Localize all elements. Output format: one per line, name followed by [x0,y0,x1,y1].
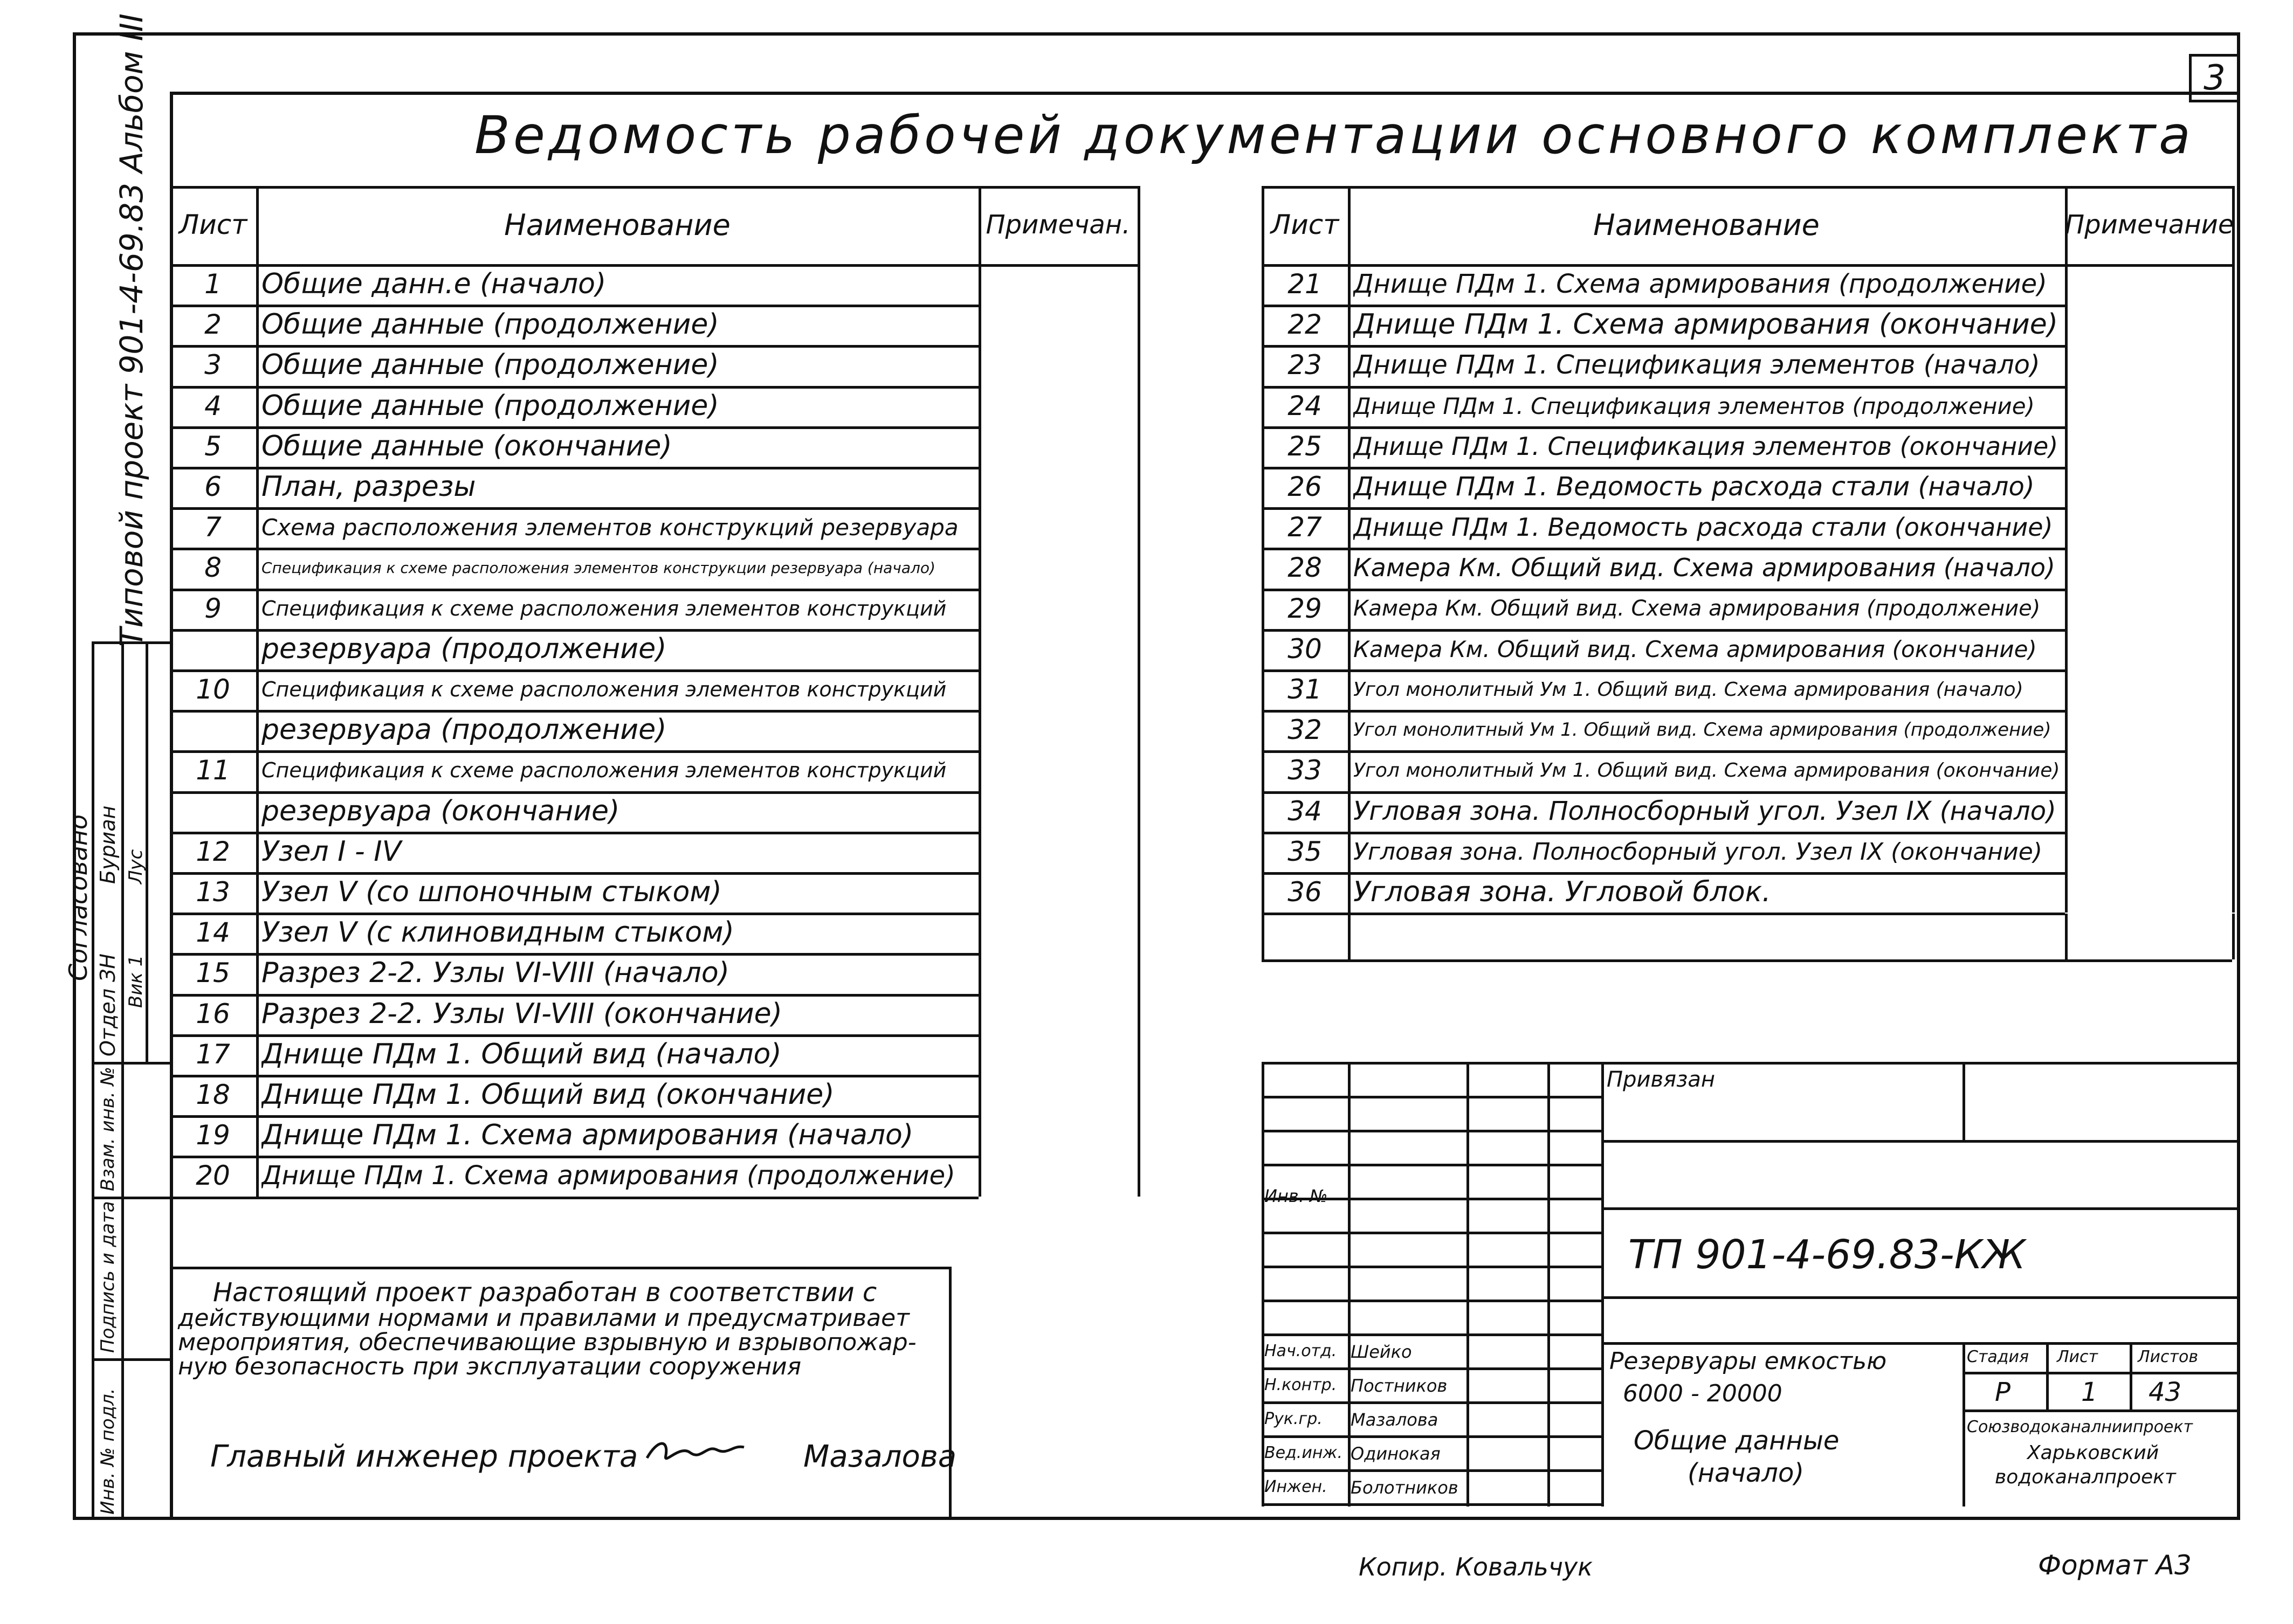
stamp-sheet-title-1: Общие данные [1634,1426,1840,1456]
table-row-number: 25 [1287,430,1322,462]
side-strip-line [92,641,94,1520]
chief-engineer-label: Главный инженер проекта [210,1439,638,1474]
stamp-grid-line [1262,1300,1601,1302]
table-row-number: 8 [204,552,222,584]
table-row-number: 36 [1287,876,1322,908]
side-col-3: Вик 1 [125,955,147,1008]
stamp-grid-line [1262,1469,1601,1472]
right_table-col-line [2232,186,2235,913]
right-table-col-ext [2065,914,2068,959]
left_table-header-name: Наименование [504,208,731,242]
table-row-name: Спецификация к схеме расположения элементов конструкций [261,758,947,783]
right_table-header-name: Наименование [1593,208,1820,242]
stamp-privyazan: Привязан [1607,1067,1716,1092]
stamp-grid-col [1547,1062,1550,1506]
table-row-name: резервуара (продолжение) [261,714,667,747]
chief-engineer-signature [642,1428,749,1471]
table-row-number: 21 [1287,268,1322,300]
table-row-name: Днище ПДм 1. Схема армирования (продолжение) [261,1160,955,1191]
note-line-1: Настоящий проект разработан в соответствии с [213,1277,877,1308]
stamp-grid-line [1262,1503,1601,1506]
table-row-number: 7 [204,512,222,543]
stamp-sheet: 1 [2081,1377,2098,1407]
table-row-name: Камера Км. Общий вид. Схема армирования (начало) [1353,553,2055,583]
stamp-role: Вед.инж. [1264,1443,1342,1462]
table-row-name: Общие данные (продолжение) [261,349,719,382]
table-row-name: Угловая зона. Полносборный угол. Узел IX (окончание) [1353,838,2042,866]
stamp-object-1: Резервуары емкостью [1609,1347,1887,1375]
stamp-role: Инжен. [1264,1477,1327,1496]
stamp-line [1601,1296,2240,1299]
table-row-name: Узел I - IV [261,835,402,868]
table-row-name: Спецификация к схеме расположения элементов конструкций [261,678,947,701]
left_table-header-note: Примечан. [986,210,1131,240]
table-row-number: 26 [1287,471,1322,502]
table-row-number: 29 [1287,592,1322,624]
table-row-name: Угол монолитный Ум 1. Общий вид. Схема армирования (начало) [1353,679,2023,701]
table-row-name: резервуара (продолжение) [261,632,667,665]
side-stamp-inv: Инв. № подл. [97,1388,119,1515]
table-row-name: Днище ПДм 1. Ведомость расхода стали (начало) [1353,472,2035,502]
stamp-org-3: водоканалпроект [1995,1466,2176,1488]
footer-format: Формат А3 [2038,1550,2192,1581]
table-row-number: 32 [1287,714,1322,746]
stamp-sheets: 43 [2149,1377,2182,1407]
stamp-person-name: Мазалова [1351,1409,1438,1430]
table-row-name: резервуара (окончание) [261,794,620,827]
right_table-col-line [1348,186,1351,913]
left_table-header-sheet: Лист [178,209,247,240]
stamp-line [1601,1207,2240,1210]
stamp-grid-line [1262,1130,1601,1132]
table-row-name: Днище ПДм 1. Спецификация элементов (продолжение) [1353,392,2035,419]
stamp-grid-line [1262,1367,1601,1370]
stamp-grid-line [1262,1333,1601,1336]
right_table-row-line [1262,913,2065,915]
table-row-name: Угол монолитный Ум 1. Общий вид. Схема армирования (окончание) [1353,759,2060,782]
stamp-sheet-label: Лист [2057,1347,2098,1366]
stamp-col [2046,1342,2049,1409]
stamp-grid-line [1262,1164,1601,1166]
stamp-person-name: Шейко [1351,1342,1412,1362]
stamp-grid-col [1466,1062,1469,1506]
stamp-col [1963,1062,1965,1140]
table-row-name: Общие данн.е (начало) [261,268,607,300]
table-row-name: Угловая зона. Угловой блок. [1353,876,1771,908]
right_table-col-line [2065,186,2068,913]
side-col-2: Буриан [96,805,120,884]
table-row-number: 15 [196,957,230,989]
table-row-number: 18 [196,1079,230,1110]
stamp-top [1262,1062,2240,1065]
right_table-header-note: Примечание [2065,210,2234,240]
right-table-bottom [1262,959,2232,962]
stamp-line [1601,1342,2240,1345]
table-row-number: 27 [1287,512,1322,543]
stamp-left [1262,1062,1264,1506]
table-row-name: Общие данные (продолжение) [261,389,719,422]
table-row-number: 5 [204,430,222,462]
stamp-org-1: Союзводоканалниипроект [1967,1418,2193,1436]
stamp-line-privyazan [1601,1140,2240,1143]
page-title: Ведомость рабочей документации основного комплекта [474,105,2194,165]
table-row-number: 2 [204,309,222,341]
table-row-number: 34 [1287,795,1322,827]
side-title: Типовой проект 901-4-69.83 Альбом III [113,13,150,647]
stamp-grid-line [1262,1266,1601,1268]
table-row-name: Днище ПДм 1. Спецификация элементов (начало) [1353,350,2040,381]
table-row-number: 28 [1287,552,1322,584]
table-row-number: 35 [1287,835,1322,867]
stamp-person-name: Болотников [1351,1477,1458,1498]
right-table-col-ext [1262,914,1264,959]
table-row-name: Камера Км. Общий вид. Схема армирования (продолжение) [1353,596,2041,621]
stamp-code: ТП 901-4-69.83-КЖ [1628,1232,2026,1278]
stamp-grid-col [1348,1062,1351,1506]
table-row-name: Спецификация к схеме расположения элементов конструкции резервуара (начало) [261,559,935,577]
side-col-1: Отдел ЗН [96,953,120,1056]
table-row-number: 20 [196,1160,230,1192]
table-row-name: Схема расположения элементов конструкций резервуара [261,514,959,541]
table-row-number: 23 [1287,349,1322,381]
footer-copied: Копир. Ковальчук [1359,1552,1593,1581]
table-row-name: Днище ПДм 1. Схема армирования (продолжение) [1353,269,2047,299]
stamp-grid-line [1262,1435,1601,1438]
table-row-name: Общие данные (окончание) [261,430,672,462]
side-stamp-sign: Подпись и дата [97,1201,119,1353]
stamp-grid-line [1262,1401,1601,1404]
stamp-line [1963,1409,2240,1412]
left_table-col-line [979,186,981,1197]
table-row-number: 16 [196,998,230,1029]
table-row-number: 30 [1287,633,1322,665]
stamp-inv-no: Инв. № [1264,1186,1328,1206]
stamp-role: Нач.отд. [1264,1342,1337,1360]
side-stamp-replace: Взам. инв. № [97,1067,119,1191]
table-row-name: Камера Км. Общий вид. Схема армирования (окончание) [1353,635,2037,662]
note-line-2: действующими нормами и правилами и предусматривает [178,1304,910,1332]
right-table-col-ext [2232,914,2235,959]
stamp-grid-line [1262,1096,1601,1098]
table-row-number: 19 [196,1119,230,1151]
table-row-name: Днище ПДм 1. Схема армирования (окончание) [1353,308,2058,341]
table-row-name: Узел V (с клиновидным стыком) [261,916,734,949]
table-row-name: Угловая зона. Полносборный угол. Узел IX (начало) [1353,796,2056,826]
table-row-number: 4 [204,390,222,421]
chief-engineer-name: Мазалова [803,1439,957,1474]
right_table-header-sheet: Лист [1270,209,1339,240]
left_table-col-line [256,186,259,1197]
stamp-object-2: 6000 - 20000 [1623,1380,1782,1407]
note-line-3: мероприятия, обеспечивающие взрывную и взрывопожар- [178,1329,917,1356]
table-row-number: 3 [204,349,222,381]
table-row-number: 10 [196,674,230,705]
stamp-line [1963,1372,2240,1374]
stamp-grid-line [1262,1232,1601,1234]
table-row-number: 31 [1287,674,1322,705]
stamp-org-2: Харьковский [2027,1442,2159,1464]
table-row-name: План, разрезы [261,471,476,503]
table-row-name: Общие данные (продолжение) [261,308,719,341]
stamp-stage-label: Стадия [1967,1347,2029,1366]
table-row-name: Днище ПДм 1. Спецификация элементов (окончание) [1353,431,2058,461]
table-row-number: 1 [204,268,222,300]
table-row-number: 13 [196,876,230,908]
left_table-col-line [1138,186,1140,1197]
table-row-number: 22 [1287,309,1322,341]
side-agreed: Согласовано [64,814,93,981]
left_table-row-line [170,1197,979,1199]
side-col-4: Лус [125,849,147,884]
table-row-number: 24 [1287,390,1322,421]
stamp-stage: Р [1995,1377,2010,1407]
stamp-person-name: Одинокая [1351,1443,1441,1464]
table-row-name: Днище ПДм 1. Схема армирования (начало) [261,1119,914,1152]
table-row-number: 9 [204,592,222,624]
note-line-4: ную безопасность при эксплуатации сооружения [178,1353,802,1380]
table-row-name: Разрез 2-2. Узлы VI-VIII (начало) [261,957,729,990]
table-row-name: Спецификация к схеме расположения элементов конструкций [261,596,947,620]
stamp-role: Н.контр. [1264,1376,1337,1394]
right-table-col-ext [1348,914,1351,959]
stamp-sheets-label: Листов [2138,1347,2199,1366]
page-number: 3 [2204,58,2226,98]
table-row-name: Днище ПДм 1. Общий вид (начало) [261,1038,782,1070]
stamp-person-name: Постников [1351,1376,1448,1396]
table-row-name: Днище ПДм 1. Ведомость расхода стали (окончание) [1353,513,2053,542]
stamp-role: Рук.гр. [1264,1409,1323,1428]
table-row-number: 11 [196,755,230,786]
table-row-number: 6 [204,471,222,502]
table-row-name: Днище ПДм 1. Общий вид (окончание) [261,1079,835,1111]
table-row-number: 33 [1287,755,1322,786]
stamp-col [2130,1342,2132,1409]
stamp-grid-col [1601,1062,1604,1506]
table-row-number: 12 [196,835,230,867]
stamp-col [1963,1342,1965,1506]
table-row-name: Узел V (со шпоночным стыком) [261,876,722,908]
stamp-sheet-title-2: (начало) [1688,1458,1805,1488]
table-row-number: 14 [196,917,230,949]
table-row-number: 17 [196,1038,230,1070]
table-row-name: Разрез 2-2. Узлы VI-VIII (окончание) [261,997,782,1030]
table-row-name: Угол монолитный Ум 1. Общий вид. Схема армирования (продолжение) [1353,719,2051,741]
